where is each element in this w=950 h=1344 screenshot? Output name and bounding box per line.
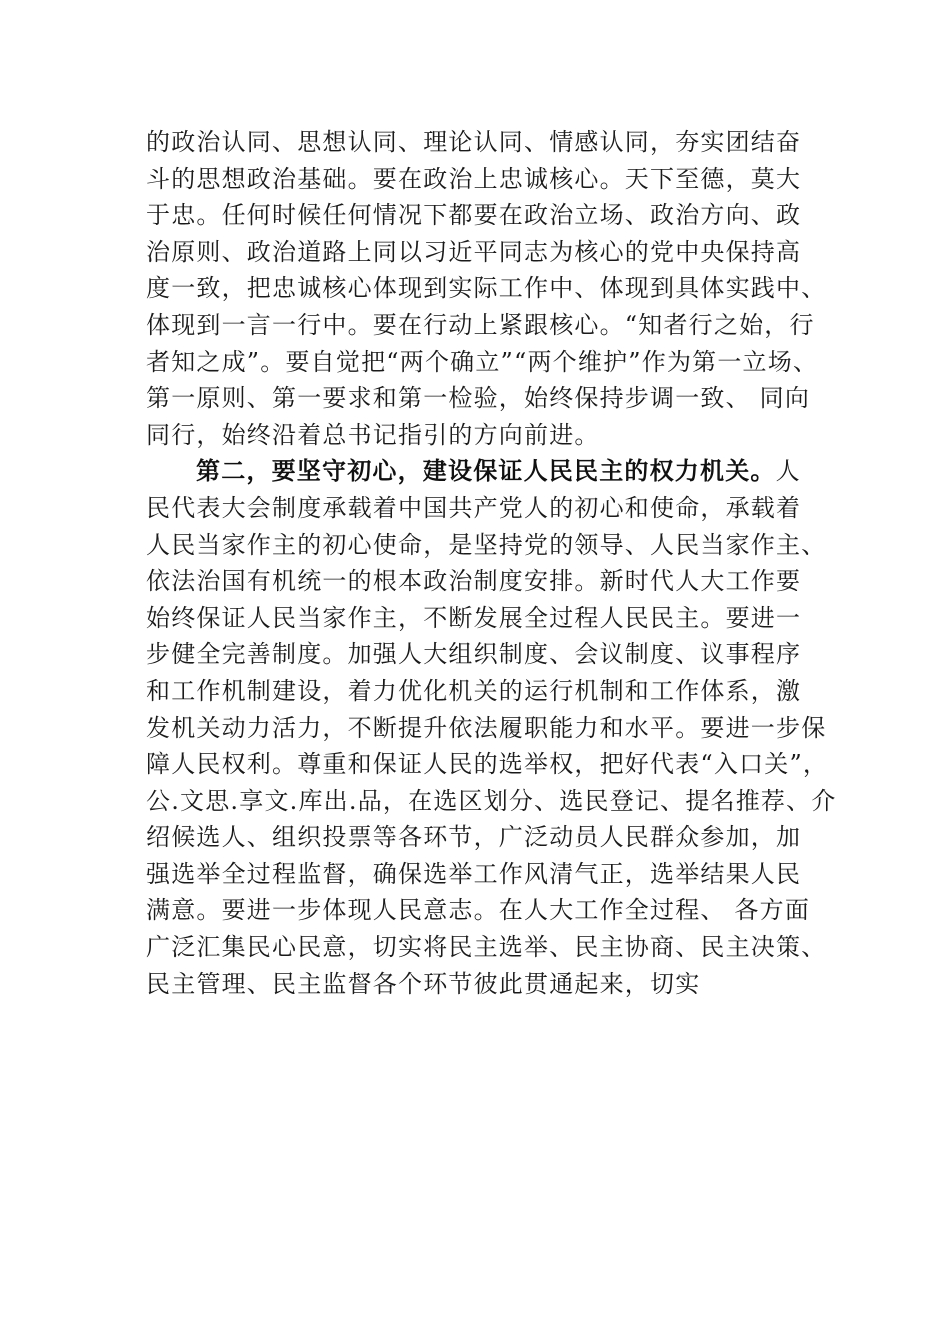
paragraph-2 (146, 453, 836, 1002)
text-line: 步健全完善制度。加强人大组织制度、会议制度、议事程序 (146, 640, 802, 669)
document-body (146, 124, 836, 1002)
text-line: 始终保证人民当家作主，不断发展全过程人民民主。要进一 (146, 603, 802, 632)
text-line: 治原则、政治道路上同以习近平同志为核心的党中央保持高 (146, 237, 802, 266)
text-line: 度一致，把忠诚核心体现到实际工作中、体现到具体实践中、 (146, 274, 827, 303)
text-line: 人民当家作主的初心使命，是坚持党的领导、人民当家作主、 (146, 530, 827, 559)
text-line: 民主管理、民主监督各个环节彼此贯通起来，切实 (146, 969, 701, 998)
text-line: 第一原则、第一要求和第一检验，始终保持步调一致、 同向 (146, 384, 811, 413)
text-line: 公.文思.享文.库出.品，在选区划分、选民登记、提名推荐、介 (146, 786, 837, 815)
text-line: 者知之成”。要自觉把“两个确立”“两个维护”作为第一立场、 (146, 347, 819, 376)
paragraph-heading-line (146, 453, 836, 490)
text-line: 强选举全过程监督，确保选举工作风清气正，选举结果人民 (146, 859, 802, 888)
text-line: 斗的思想政治基础。要在政治上忠诚核心。天下至德，莫大 (146, 164, 802, 193)
section-heading: 第二，要坚守初心，建设保证人民民主的权力机关。 (196, 456, 776, 486)
text-line: 和工作机制建设，着力优化机关的运行机制和工作体系，激 (146, 676, 802, 705)
text-line: 于忠。任何时候任何情况下都要在政治立场、政治方向、政 (146, 201, 802, 230)
text-line: 民代表大会制度承载着中国共产党人的初心和使命，承载着 (146, 493, 802, 522)
text-line: 发机关动力活力，不断提升依法履职能力和水平。要进一步保 (146, 713, 827, 742)
text-line: 绍候选人、组织投票等各环节，广泛动员人民群众参加，加 (146, 823, 802, 852)
text-line: 广泛汇集民心民意，切实将民主选举、民主协商、民主决策、 (146, 933, 827, 962)
paragraph-1 (146, 124, 836, 453)
text-line: 障人民权利。尊重和保证人民的选举权，把好代表“入口关”， (146, 750, 829, 779)
text-line: 体现到一言一行中。要在行动上紧跟核心。“知者行之始，行 (146, 310, 815, 339)
heading-tail-text: 人 (775, 457, 801, 486)
text-line: 同行，始终沿着总书记指引的方向前进。 (146, 420, 600, 449)
text-line: 依法治国有机统一的根本政治制度安排。新时代人大工作要 (146, 567, 802, 596)
text-line: 满意。要进一步体现人民意志。在人大工作全过程、 各方面 (146, 896, 811, 925)
text-line: 的政治认同、思想认同、理论认同、情感认同，夯实团结奋 (146, 128, 802, 156)
